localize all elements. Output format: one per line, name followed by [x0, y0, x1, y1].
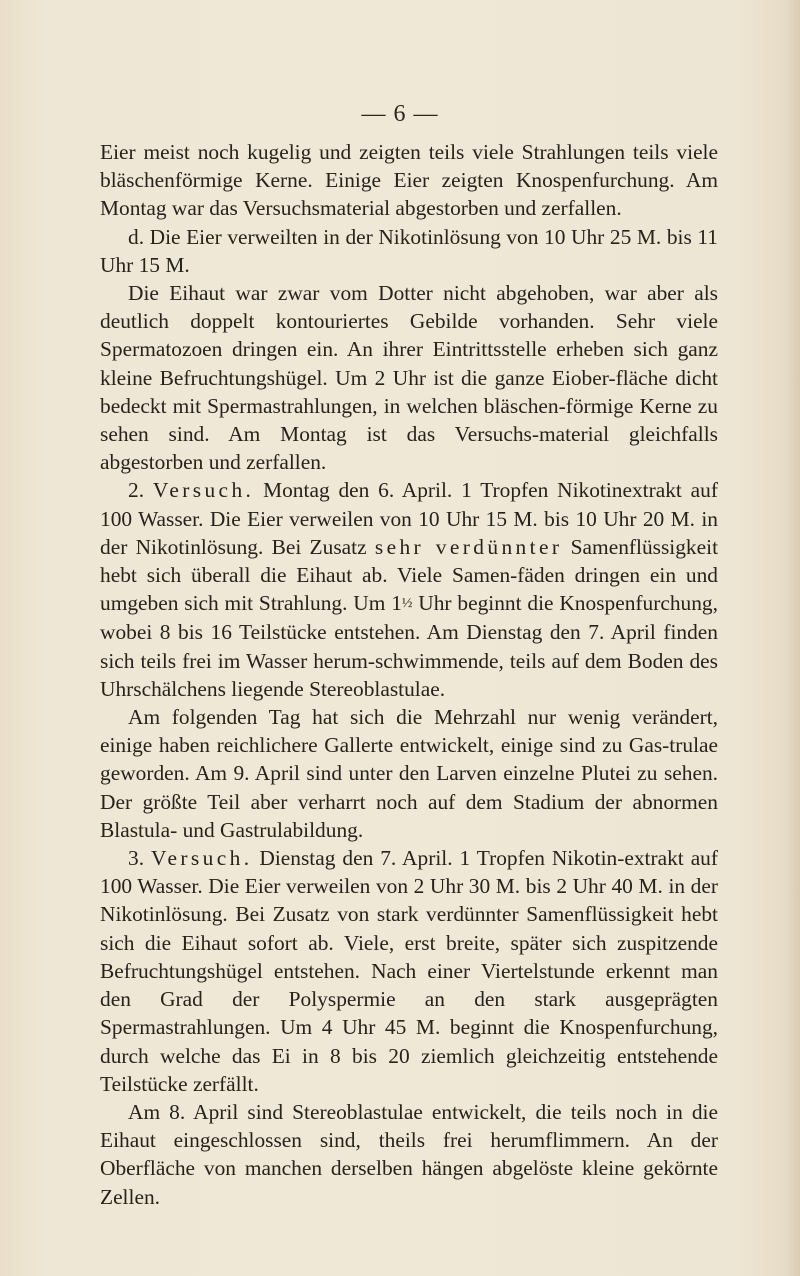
paragraph-1: Eier meist noch kugelig und zeigten teils viele Strahlungen teils viele bläschenförmige Kerne. Einige Eier zeigten Knospenfurchung. Am Montag war das Versuchsmaterial abgestorben und zerfallen.: [100, 140, 718, 221]
paragraph-6-lead: 3.: [128, 846, 151, 871]
paragraph-6-heading-versuch: Versuch.: [151, 846, 253, 871]
paragraph-4-heading-versuch: Versuch.: [152, 478, 255, 503]
body-text: [100, 138, 718, 1211]
paragraph-6-text: Dienstag den 7. April. 1 Tropfen Nikotin-extrakt auf 100 Wasser. Die Eier verweilen von 2 Uhr 30 M. bis 2 Uhr 40 M. in der Nikotinlösung. Bei Zusatz von stark verdünnter Samenflüssigkeit hebt sich die Eihaut sofort ab. Viele, erst breite, später sich zuspitzende Befruchtungshügel entstehen. Nach einer Viertelstunde erkennt man den Grad der Polyspermie an den stark ausgeprägten Spermastrahlungen. Um 4 Uhr 45 M. beginnt die Knospenfurchung, durch welche das Ei in 8 bis 20 ziemlich gleichzeitig entstehende Teilstücke zerfällt.: [100, 846, 719, 1096]
paragraph-4: [100, 476, 718, 703]
paragraph-4-text-a: Montag den 6. April. 1 Tropfen Nikotinextrakt auf 100 Wasser. Die Eier verweilen von 10 Uhr 15 M. bis 10 Uhr 20 M. in der Nikotinlösung. Bei Zusatz: [100, 478, 718, 559]
paragraph-4-text-b: Samenflüssigkeit hebt sich überall die Eihaut ab. Viele Samen-fäden dringen ein und umgeben sich mit Strahlung. Um 1: [100, 534, 719, 616]
paragraph-2: d. Die Eier verweilten in der Nikotinlösung von 10 Uhr 25 M. bis 11 Uhr 15 M.: [100, 224, 718, 277]
paragraph-4-emphasis: sehr verdünnter: [374, 534, 563, 559]
paragraph-4-lead: 2.: [128, 478, 153, 503]
paragraph-6: [100, 844, 718, 1098]
paragraph-7: Am 8. April sind Stereoblastulae entwickelt, die teils noch in die Eihaut eingeschlossen sind, theils frei herumflimmern. An der Oberfläche von manchen derselben hängen abgelöste kleine gekörnte Zellen.: [100, 1099, 718, 1209]
paragraph-5: Am folgenden Tag hat sich die Mehrzahl nur wenig verändert, einige haben reichlichere Gallerte entwickelt, einige sind zu Gas-trulae geworden. Am 9. April sind unter den Larven einzelne Plutei zu sehen. Der größte Teil aber verharrt noch auf dem Stadium der abnormen Blastula- und Gastrulabildung.: [100, 705, 718, 842]
paragraph-4-text-c: Uhr beginnt die Knospenfurchung, wobei 8 bis 16 Teilstücke entstehen. Am Dienstag den 7. April finden sich teils frei im Wasser herum-schwimmende, teils auf dem Boden des Uhrschälchens liegende Stereoblastulae.: [100, 591, 718, 701]
page-edge-shadow: [786, 0, 800, 1276]
page-number: — 6 —: [361, 101, 439, 127]
paragraph-3: Die Eihaut war zwar vom Dotter nicht abgehoben, war aber als deutlich doppelt kontouriertes Gebilde vorhanden. Sehr viele Spermatozoen dringen ein. An ihrer Eintrittsstelle erheben sich ganz kleine Befruchtungshügel. Um 2 Uhr ist die ganze Eiober-fläche dicht bedeckt mit Spermastrahlungen, in welchen bläschen-förmige Kerne zu sehen sind. Am Montag ist das Versuchs-material gleichfalls abgestorben und zerfallen.: [100, 281, 718, 475]
paragraph-4-fraction: ½: [401, 596, 413, 612]
